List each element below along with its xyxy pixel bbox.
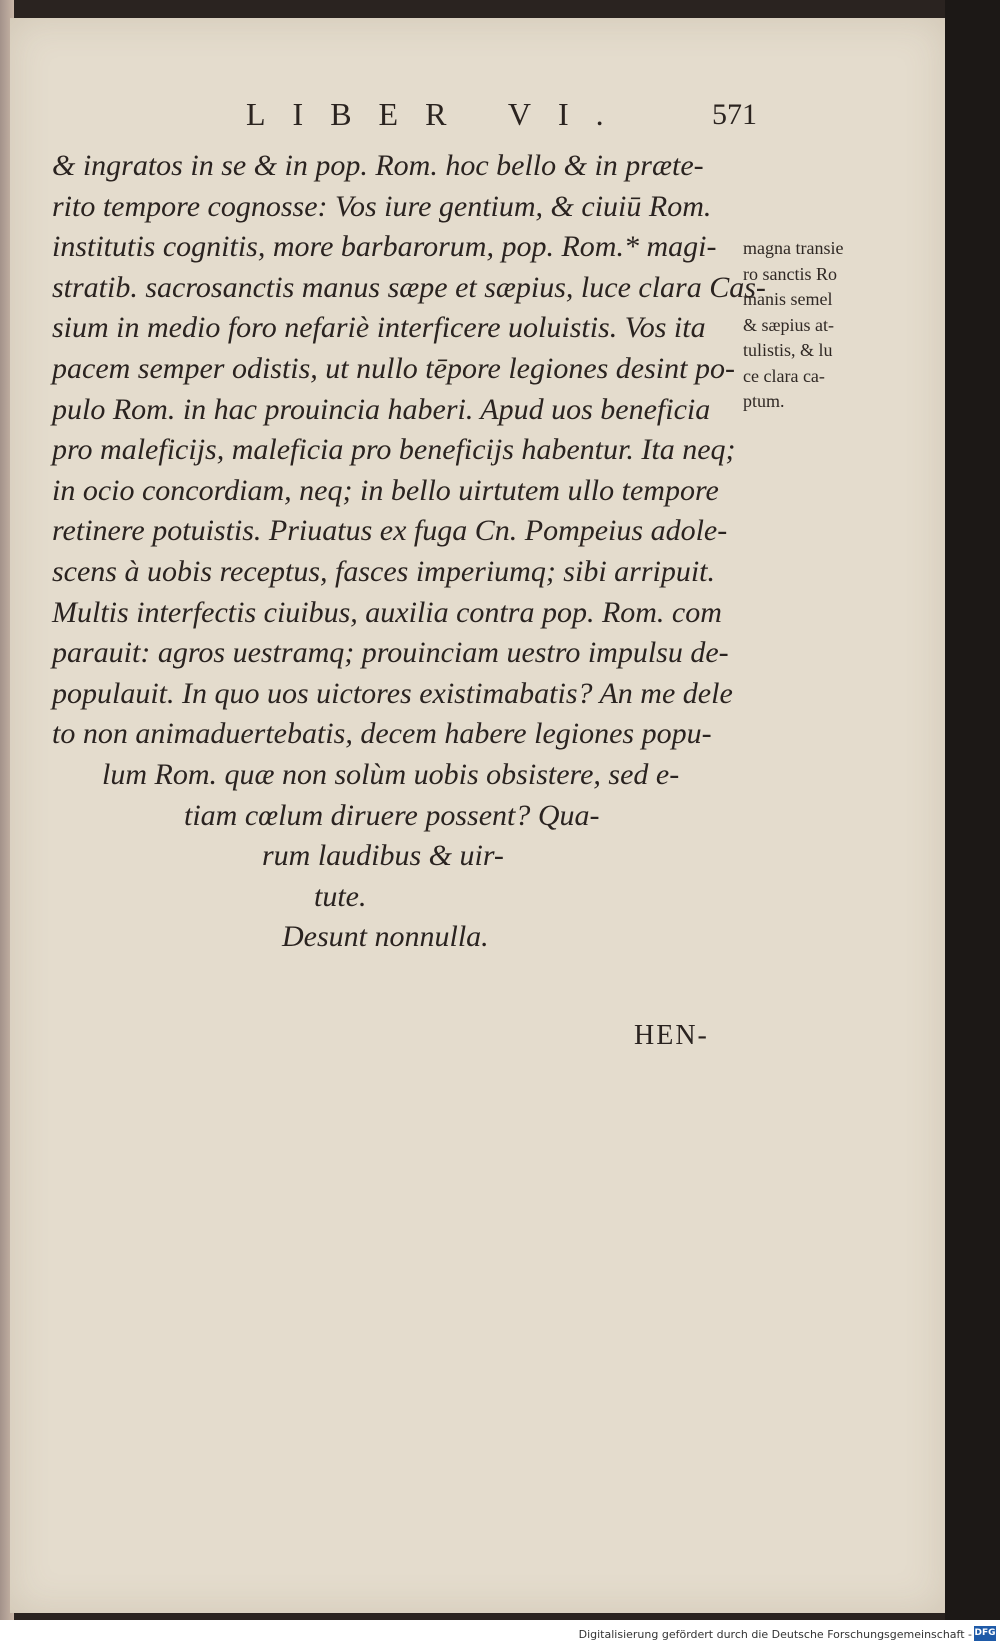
marginal-note-line: magna transie [743,238,844,258]
marginal-note [743,236,903,415]
closing-note: Desunt nonnulla. [282,920,489,954]
text-line: rum laudibus & uir- [262,839,504,873]
text-line: Multis interfectis ciuibus, auxilia contra pop. Rom. com [52,595,722,629]
dfg-logo-icon: DFG [974,1626,996,1641]
text-line: parauit: agros uestramq; prouinciam uestro impulsu de- [52,636,729,670]
text-line: in ocio concordiam, neq; in bello uirtutem ullo tempore [52,473,719,507]
marginal-note-line: ptum. [743,391,785,411]
page-shadow [945,0,1000,1650]
credit-bar [0,1620,1000,1650]
marginal-note-line: ce clara ca- [743,365,825,386]
text-line: stratib. sacrosanctis manus sæpe et sæpius, luce clara Cas- [52,270,766,304]
text-line: populauit. In quo uos uictores existimabatis? An me dele [52,676,733,710]
book-page [10,18,945,1613]
marginal-note-line: manis semel [743,289,833,309]
catchword: HEN- [634,1020,709,1051]
text-line: to non animaduertebatis, decem habere legiones popu- [52,717,712,751]
text-line: scens à uobis receptus, fasces imperiumq; sibi arripuit. [52,554,716,588]
text-line: tute. [314,879,367,913]
text-line: pulo Rom. in hac prouincia haberi. Apud uos beneficia [52,392,711,426]
running-head-title: LIBER VI. [246,96,631,132]
text-line: pacem semper odistis, ut nullo tēpore legiones desint po- [52,351,735,385]
text-line: retinere potuistis. Priuatus ex fuga Cn. Pompeius adole- [52,514,728,548]
text-line: pro maleficijs, maleficia pro beneficijs habentur. Ita neq; [52,433,736,467]
marginal-note-line: tulistis, & lu [743,340,833,360]
marginal-note-line: & sæpius at- [743,314,835,335]
text-line: lum Rom. quæ non solùm uobis obsistere, sed e- [102,757,680,791]
text-line: rito tempore cognosse: Vos iure gentium, & ciuiū Rom. [52,189,712,223]
text-line: institutis cognitis, more barbarorum, pop. Rom.* magi- [52,230,717,264]
running-head [10,96,945,136]
text-line: sium in medio foro nefariè interficere uoluistis. Vos ita [52,311,706,345]
text-line: tiam cœlum diruere possent? Qua- [184,798,600,832]
marginal-note-line: ro sanctis Ro [743,263,837,284]
page-number: 571 [712,98,757,131]
text-line: & ingratos in se & in pop. Rom. hoc bello & in præte- [52,149,704,182]
funding-credit: Digitalisierung gefördert durch die Deutsche Forschungsgemeinschaft - [578,1628,972,1641]
